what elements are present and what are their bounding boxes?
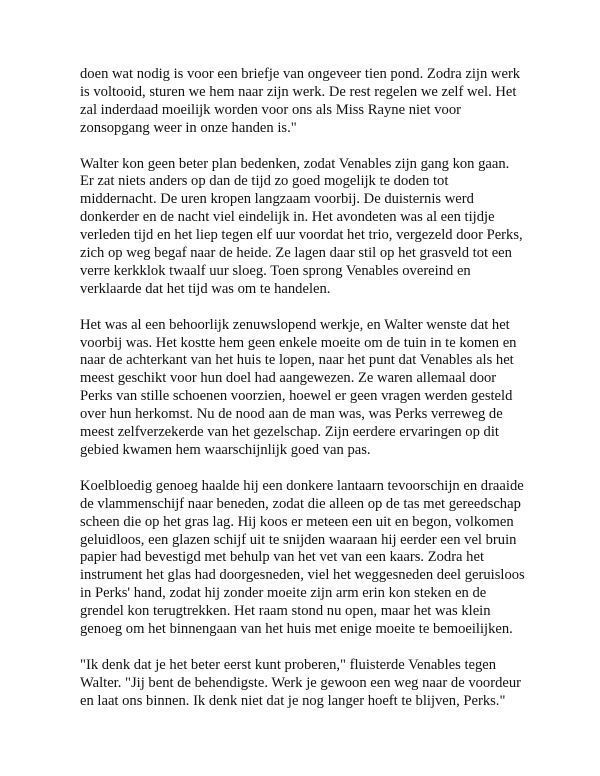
text-line: Perks van stille schoenen voorzien, hoewel er geen vragen werden gesteld xyxy=(80,388,513,405)
body-text xyxy=(80,66,525,728)
paragraph-4 xyxy=(80,478,525,639)
text-line: naar de achterkant van het huis te lopen, naar het punt dat Venables als het xyxy=(80,352,514,369)
paragraph-3 xyxy=(80,317,525,460)
text-line: zal inderdaad moeilijk worden voor ons als Miss Rayne niet voor xyxy=(80,101,461,118)
text-line: scheen die op het gras lag. Hij koos er meteen een uit en begon, volkomen xyxy=(80,513,514,530)
text-line: zich op weg begaf naar de heide. Ze lagen daar stil op het grasveld tot een xyxy=(80,245,512,262)
text-line: is voltooid, sturen we hem naar zijn werk. De rest regelen we zelf wel. Het xyxy=(80,83,517,100)
text-line: over hun herkomst. Nu de nood aan de man was, was Perks verreweg de xyxy=(80,406,503,423)
text-line: verre kerkklok twaalf uur sloeg. Toen sprong Venables overeind en xyxy=(80,262,471,279)
text-line: gebied kwamen hem waarschijnlijk goed van pas. xyxy=(80,442,371,458)
text-line: Walter. "Jij bent de behendigste. Werk je gewoon een weg naar de voordeur xyxy=(80,674,521,691)
text-line: meest geschikt voor hun doel had aangewezen. Ze waren allemaal door xyxy=(80,370,497,387)
text-line: grendel kon terugtrekken. Het raam stond nu open, maar het was klein xyxy=(80,603,491,620)
text-line: meest zelfverzekerde van het gezelschap. Zijn eerdere ervaringen op dit xyxy=(80,424,499,441)
text-line: "Ik denk dat je het beter eerst kunt proberen," fluisterde Venables tegen xyxy=(80,656,497,673)
text-line: en laat ons binnen. Ik denk niet dat je nog langer hoeft te blijven, Perks." xyxy=(80,692,506,709)
text-line: Er zat niets anders op dan de tijd zo goed mogelijk te doden tot xyxy=(80,173,449,190)
text-line: Het was al een behoorlijk zenuwslopend werkje, en Walter wenste dat het xyxy=(80,316,510,333)
text-line: instrument het glas had doorgesneden, viel het weggesneden deel geruisloos xyxy=(80,567,525,584)
text-line: donkerder en de nacht viel eindelijk in. Het avondeten was al een tijdje xyxy=(80,209,495,226)
text-line: verklaarde dat het tijd was om te handelen. xyxy=(80,280,331,297)
text-line: Koelbloedig genoeg haalde hij een donkere lantaarn tevoorschijn en draaide xyxy=(80,477,524,494)
text-line: genoeg om het binnengaan van het huis met enige moeite te bemoeilijken. xyxy=(80,621,513,638)
text-line: doen wat nodig is voor een briefje van ongeveer tien pond. Zodra zijn werk xyxy=(80,66,521,82)
text-line: middernacht. De uren kropen langzaam voorbij. De duisternis werd xyxy=(80,191,474,208)
paragraph-5 xyxy=(80,657,525,711)
paragraph-2 xyxy=(80,156,525,299)
text-line: voorbij was. Het kostte hem geen enkele moeite om de tuin in te komen en xyxy=(80,334,517,351)
text-line: in Perks' hand, zodat hij zonder moeite zijn arm erin kon steken en de xyxy=(80,585,487,602)
text-line: Walter kon geen beter plan bedenken, zodat Venables zijn gang kon gaan. xyxy=(80,155,510,172)
text-line: verleden tijd en het liep tegen elf uur voordat het trio, vergezeld door Perks, xyxy=(80,227,523,244)
text-line: papier had bevestigd met behulp van het vet van een kaars. Zodra het xyxy=(80,549,485,566)
paragraph-1 xyxy=(80,66,525,138)
text-line: zonsopgang weer in onze handen is." xyxy=(80,119,297,136)
text-line: geluidloos, een glazen schijf uit te snijden waaraan hij eerder een vel bruin xyxy=(80,531,517,548)
text-line: de vlammenschijf naar beneden, zodat die alleen op de tas met gereedschap xyxy=(80,495,521,512)
